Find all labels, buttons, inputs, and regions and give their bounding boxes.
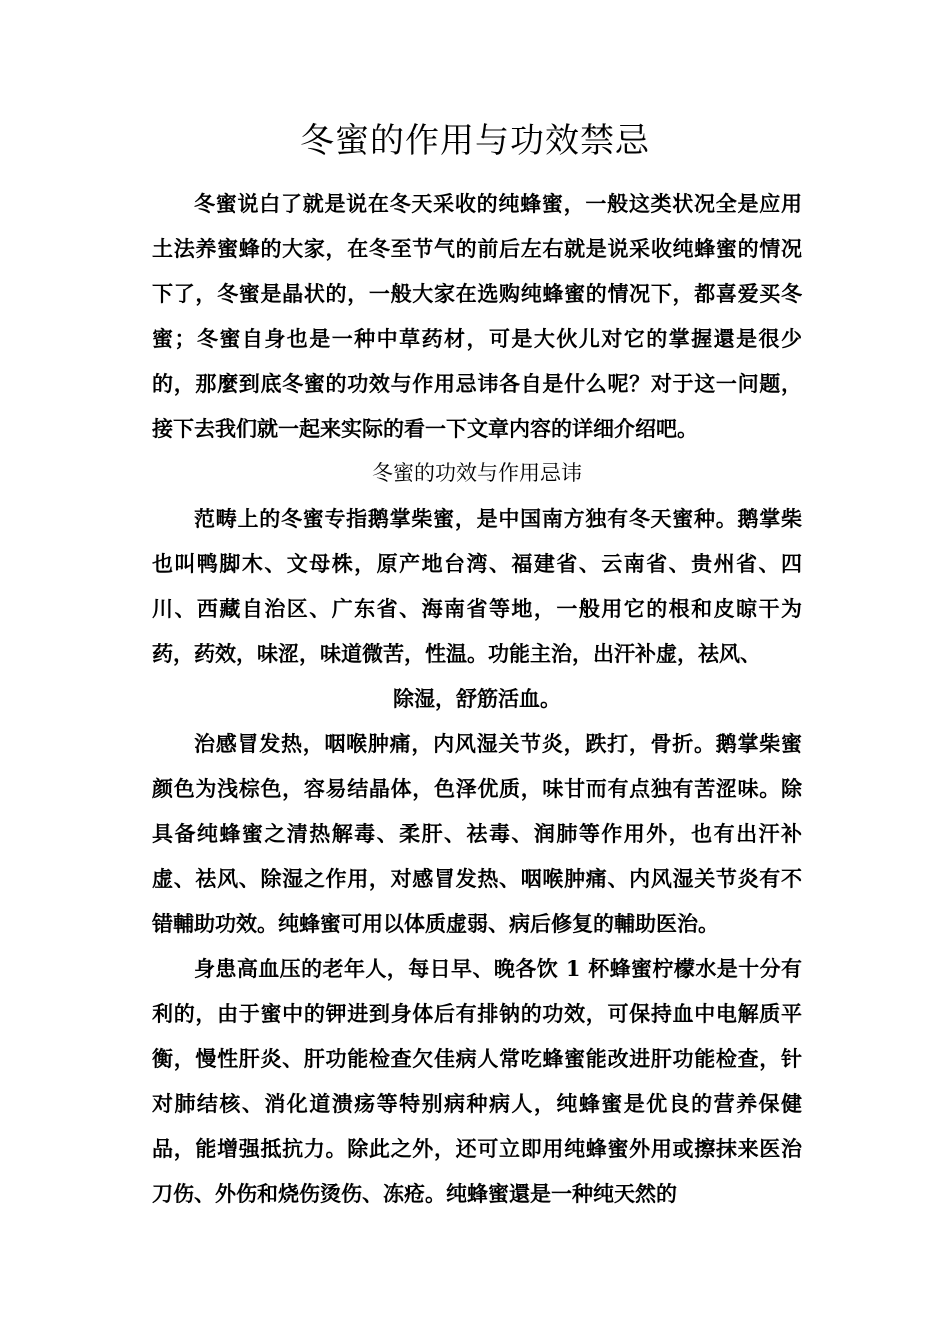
section-subheading: 冬蜜的功效与作用忌讳 [372, 461, 582, 485]
paragraph-hypertension: 身患高血压的老年人，每日早、晚各饮 1 杯蜂蜜柠檬水是十分有利的，由于蜜中的钾进到身体后有排钠的功效，可保持血中电解质平衡，慢性肝炎、肝功能检查欠佳病人常吃蜂蜜能改进肝功能检查，针对肺结核、消化道溃疡等特别病种病人，纯蜂蜜是优良的营养保健品，能增强抵抗力。除此之外，还可立即用纯蜂蜜外用或擦抹来医治刀伤、外伤和烧伤烫伤、冻疮。纯蜂蜜還是一种纯天然的 [152, 956, 802, 1206]
paragraph-goose-palm-honey: 范畴上的冬蜜专指鹅掌柴蜜，是中国南方独有冬天蜜种。鹅掌柴也叫鸭脚木、文母株，原产地台湾、福建省、云南省、贵州省、四川、西藏自治区、广东省、海南省等地，一般用它的根和皮晾干为药，药效，味涩，味道微苦，性温。功能主治，出汗补虚，祛风、 [152, 506, 802, 666]
paragraph-goose-palm-honey-end: 除湿，舒筋活血。 [393, 686, 561, 711]
paragraph-treatment: 治感冒发热，咽喉肿痛，内风湿关节炎，跌打，骨折。鹅掌柴蜜颜色为浅棕色，容易结晶体，色泽优质，味甘而有点独有苦涩味。除具备纯蜂蜜之清热解毒、柔肝、祛毒、润肺等作用外，也有出汗补虚、祛风、除湿之作用，对感冒发热、咽喉肿痛、内风湿关节炎有不错輔助功效。纯蜂蜜可用以体质虚弱、病后修复的輔助医治。 [152, 731, 802, 936]
document-title: 冬蜜的作用与功效禁忌 [300, 121, 650, 161]
intro-paragraph: 冬蜜说白了就是说在冬天采收的纯蜂蜜，一般这类状况全是应用土法养蜜蜂的大家，在冬至节气的前后左右就是说采收纯蜂蜜的情况下了，冬蜜是晶状的，一般大家在选购纯蜂蜜的情况下，都喜爱买冬蜜；冬蜜自身也是一种中草药材，可是大伙儿对它的掌握還是很少的，那麼到底冬蜜的功效与作用忌讳各自是什么呢？对于这一问题，接下去我们就一起来实际的看一下文章内容的详细介绍吧。 [152, 191, 802, 441]
document-body [152, 181, 802, 1216]
